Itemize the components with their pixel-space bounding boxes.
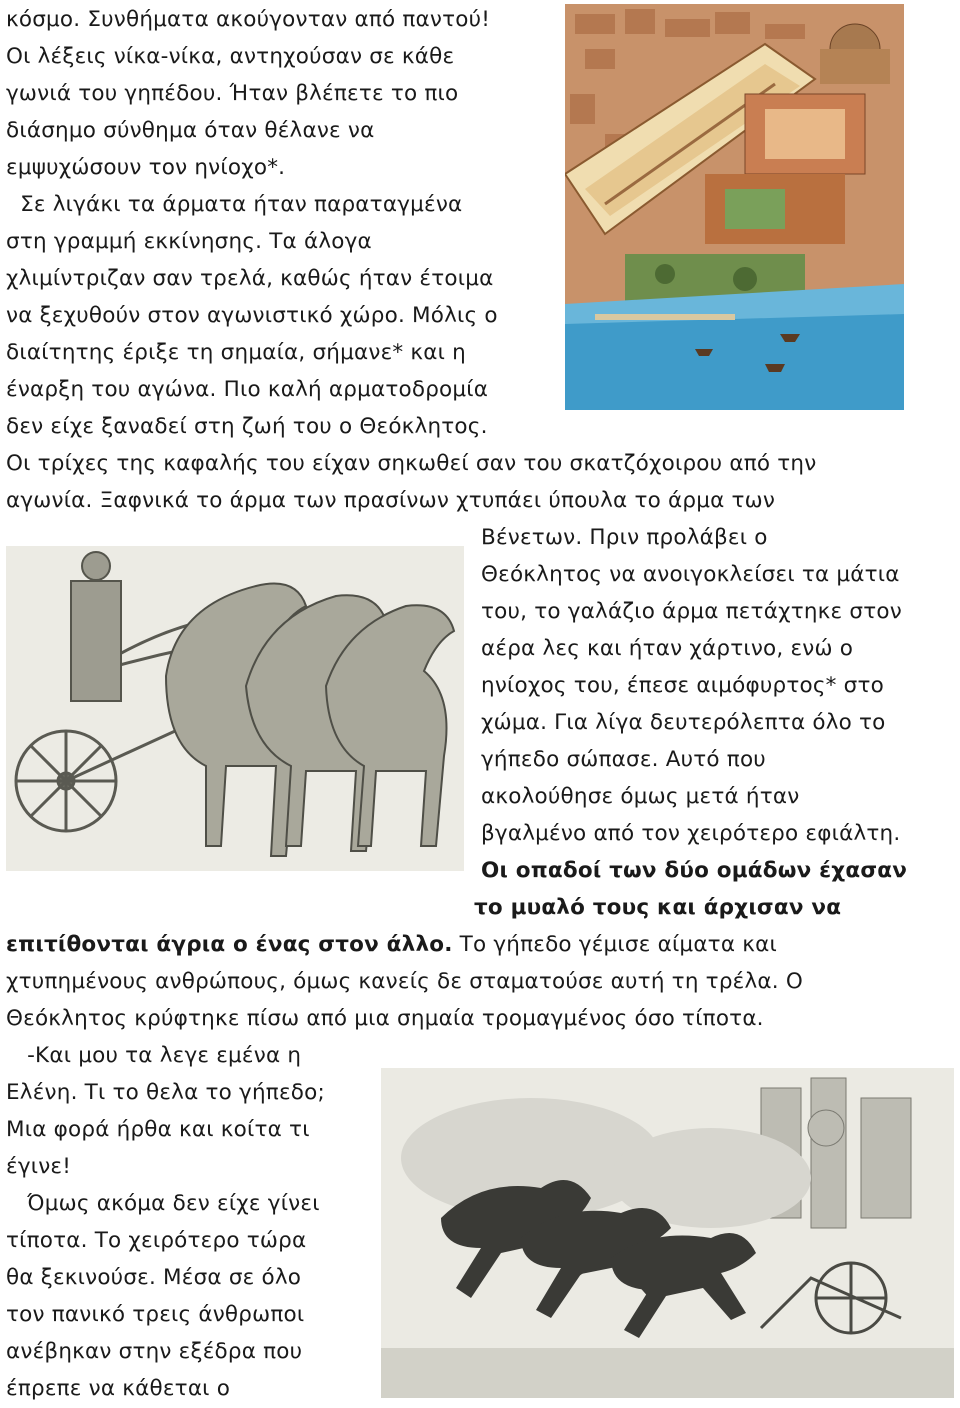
text-line: έναρξη του αγώνα. Πιο καλή αρματοδρομία bbox=[6, 377, 489, 402]
text-line: Ελένη. Τι το θελα το γήπεδο; bbox=[6, 1080, 325, 1105]
bold-phrase: επιτίθονται άγρια ο ένας στον άλλο. bbox=[6, 932, 453, 957]
text-line: τον πανικό τρεις άνθρωποι bbox=[6, 1302, 305, 1327]
text-line: έπρεπε να κάθεται ο bbox=[6, 1376, 231, 1401]
chariot-relief-drawing bbox=[6, 546, 464, 871]
text-line: χλιμίντριζαν σαν τρελά, καθώς ήταν έτοιμα bbox=[6, 266, 494, 291]
text-line: διάσημο σύνθημα όταν θέλανε να bbox=[6, 118, 375, 143]
text-line: θα ξεκινούσε. Μέσα σε όλο bbox=[6, 1265, 302, 1290]
text-line: Σε λιγάκι τα άρματα ήταν παραταγμένα bbox=[6, 192, 463, 217]
text-line: χώμα. Για λίγα δευτερόλεπτα όλο το bbox=[481, 710, 886, 735]
text-line: ακολούθησε όμως μετά ήταν bbox=[481, 784, 800, 809]
text-line: -Και μου τα λεγε εμένα η bbox=[6, 1043, 302, 1068]
text-line: τίποτα. Το χειρότερο τώρα bbox=[6, 1228, 307, 1253]
text-line: εμψυχώσουν τον ηνίοχο*. bbox=[6, 155, 286, 180]
text-line: διαίτητης έριξε τη σημαία, σήμανε* και η bbox=[6, 340, 466, 365]
text-line: να ξεχυθούν στον αγωνιστικό χώρο. Μόλις ο bbox=[6, 303, 498, 328]
text-line: στη γραμμή εκκίνησης. Τα άλογα bbox=[6, 229, 372, 254]
text-line: Μια φορά ήρθα και κοίτα τι bbox=[6, 1117, 310, 1142]
mixed-text-line bbox=[6, 927, 777, 964]
text-line: κόσμο. Συνθήματα ακούγονταν από παντού! bbox=[6, 7, 491, 32]
text-line: Όμως ακόμα δεν είχε γίνει bbox=[6, 1191, 320, 1216]
bold-text-line: το μυαλό τους και άρχισαν να bbox=[474, 895, 842, 920]
text-line: Θεόκλητος να ανοιγοκλείσει τα μάτια bbox=[481, 562, 900, 587]
text-line: βγαλμένο από τον χειρότερο εφιάλτη. bbox=[481, 821, 901, 846]
text-line: γήπεδο σώπασε. Αυτό που bbox=[481, 747, 766, 772]
normal-phrase: Το γήπεδο γέμισε αίματα και bbox=[452, 932, 777, 957]
text-line: έγινε! bbox=[6, 1154, 72, 1179]
text-line: του, το γαλάζιο άρμα πετάχτηκε στον bbox=[481, 599, 902, 624]
chariot-crash-engraving bbox=[381, 1068, 954, 1398]
text-line: Βένετων. Πριν προλάβει ο bbox=[481, 525, 768, 550]
text-line: αγωνία. Ξαφνικά το άρμα των πρασίνων χτυπάει ύπουλα το άρμα των bbox=[6, 488, 776, 513]
text-line: Οι τρίχες της καφαλής του είχαν σηκωθεί σαν του σκατζόχοιρου από την bbox=[6, 451, 817, 476]
bold-text-line: Οι οπαδοί των δύο ομάδων έχασαν bbox=[481, 858, 908, 883]
text-line: ανέβηκαν στην εξέδρα που bbox=[6, 1339, 303, 1364]
text-line: δεν είχε ξαναδεί στη ζωή του ο Θεόκλητος. bbox=[6, 414, 488, 439]
text-line: Θεόκλητος κρύφτηκε πίσω από μια σημαία τρομαγμένος όσο τίποτα. bbox=[6, 1006, 764, 1031]
text-line: χτυπημένους ανθρώπους, όμως κανείς δε σταματούσε αυτή τη τρέλα. Ο bbox=[6, 969, 803, 994]
text-line: αέρα λες και ήταν χάρτινο, ενώ ο bbox=[481, 636, 854, 661]
text-line: ηνίοχος του, έπεσε αιμόφυρτος* στο bbox=[481, 673, 884, 698]
text-line: Οι λέξεις νίκα-νίκα, αντηχούσαν σε κάθε bbox=[6, 44, 455, 69]
text-line: γωνιά του γηπέδου. Ήταν βλέπετε το πιο bbox=[6, 81, 459, 106]
hippodrome-illustration bbox=[565, 4, 904, 410]
